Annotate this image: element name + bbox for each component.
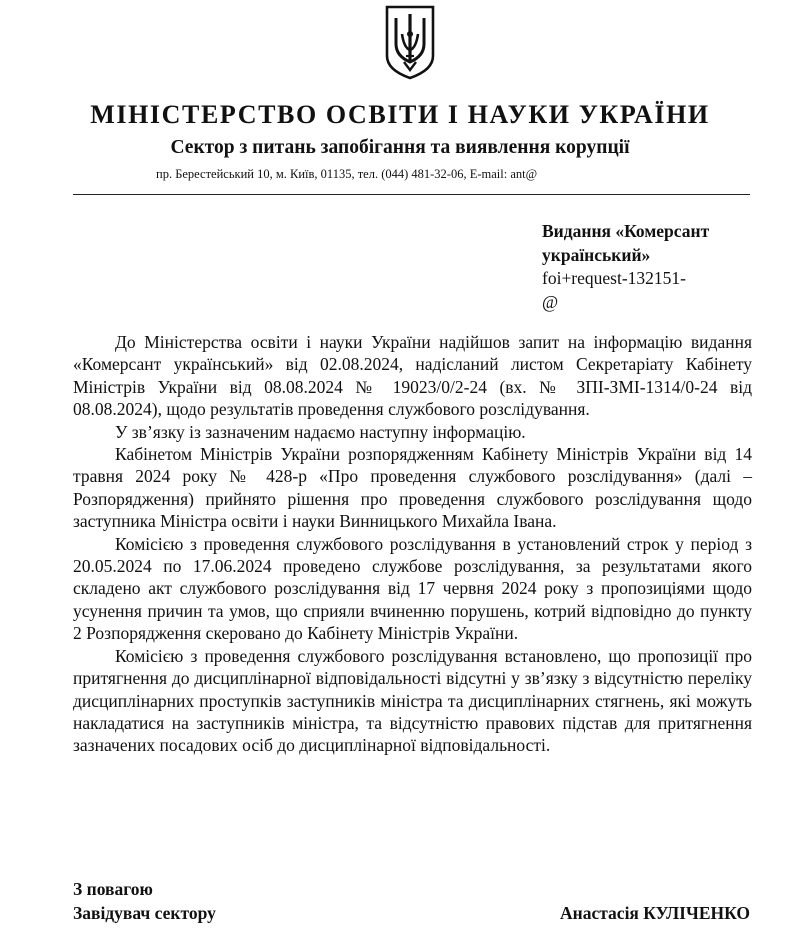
trident-emblem-icon [384,4,436,80]
header-divider [73,194,750,195]
body-paragraph: У зв’язку із зазначеним надаємо наступну інформацію. [115,421,526,442]
sector-title: Сектор з питань запобігання та виявлення корупції [170,137,630,158]
signer-position: Завідувач сектору [73,903,216,923]
body-paragraph: Комісією з проведення службового розслідування встановлено, що пропозиції про притягнення до дисциплінарної відповідальності відсутні у зв’язку з відсутністю переліку дисциплінарних проступків заступників міністра та дисциплінарних стягнень, які можуть накладатися на заступників міністра, та відсутністю правових підстав для притягнення зазначених посадових осіб до дисциплінарної відповідальності. [73,645,752,756]
body-paragraph: Кабінетом Міністрів України розпорядженням Кабінету Міністрів України від 14 травня 2024 року № 428-р «Про проведення службового розслідування» (далі – Розпорядження) прийнято рішення про проведення службового розслідування щодо заступника Міністра освіти і науки Винницького Михайла Івана. [73,444,752,532]
recipient-block [542,220,762,314]
body-paragraph: Комісією з проведення службового розслідування в установлений строк у період з 20.05.2024 по 17.06.2024 проведено службове розслідування, за результатами якого складено акт службового розслідування від 17 червня 2024 року з пропозиціями щодо усунення причин та умов, що сприяли вчиненню порушень, котрий відповідно до пункту 2 Розпорядження скеровано до Кабінету Міністрів України. [73,533,752,644]
recipient-email-line2: @ [542,291,559,312]
signer-name: Анастасія КУЛІЧЕНКО [560,903,750,923]
address-line: пр. Берестейський 10, м. Київ, 01135, тел. (044) 481-32-06, E-mail: ant@ [156,167,538,181]
body-paragraph: До Міністерства освіти і науки України надійшов запит на інформацію видання «Комерсант український» від 02.08.2024, надісланий листом Секретаріату Кабінету Міністрів України від 08.08.2024 № 19023/0/2-24 (вх. № ЗПІ-ЗМІ-1314/0-24 від 08.08.2024), щодо результатів проведення службового розслідування. [73,332,752,420]
recipient-publication: Видання «Комерсант український» [542,221,710,265]
letter-body [73,331,752,757]
recipient-email-line1: foi+request-132151- [542,268,686,288]
ministry-title: МІНІСТЕРСТВО ОСВІТИ І НАУКИ УКРАЇНИ [90,100,710,129]
closing-regards: З повагою [73,879,153,899]
closing-block [73,877,216,925]
